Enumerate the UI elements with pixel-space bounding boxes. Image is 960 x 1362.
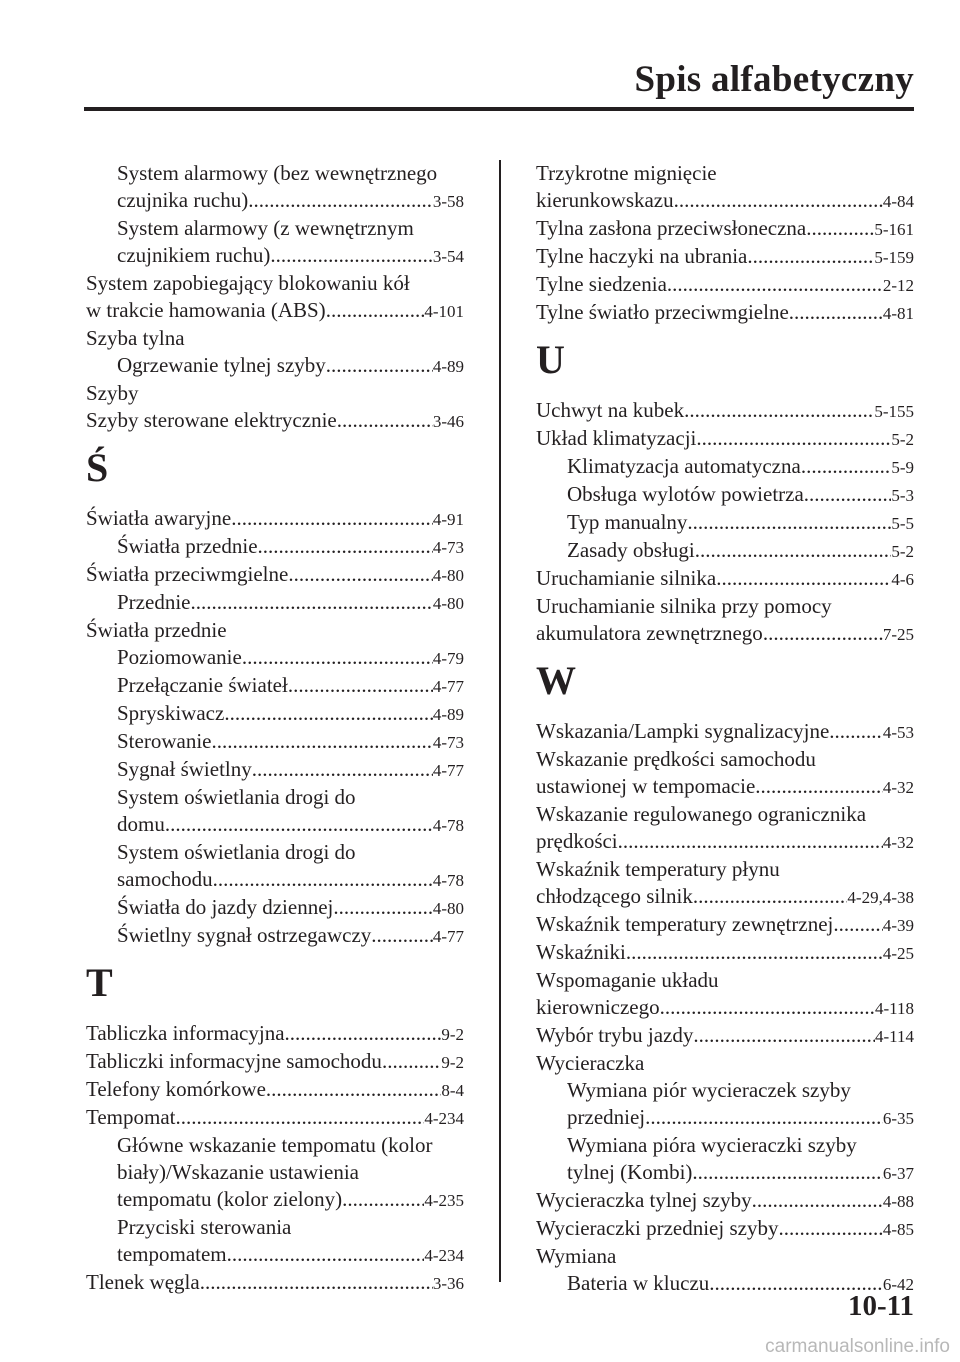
index-entry: [86, 784, 464, 839]
index-entry-term: Tylne siedzenia: [536, 272, 667, 296]
index-entry-row: [86, 561, 464, 589]
index-entry-line: Wskaźnik temperatury płynu: [536, 857, 780, 881]
index-page-ref: 4-91: [432, 510, 464, 529]
index-page-ref: 7-25: [882, 625, 914, 644]
index-entry-term: Tabliczki informacyjne samochodu: [86, 1049, 382, 1073]
index-entry: [86, 1076, 464, 1104]
index-entry-row: [536, 215, 914, 243]
index-entry-row: [117, 756, 464, 784]
dot-leader: [248, 187, 433, 214]
index-entry-row: [86, 1076, 464, 1104]
index-page-ref: 5-2: [891, 430, 914, 449]
index-entry-term: Światła do jazdy dziennej: [117, 895, 334, 919]
index-entry-term: Telefony komórkowe: [86, 1077, 266, 1101]
index-page-ref: 9-2: [441, 1053, 464, 1072]
dot-leader: [806, 215, 874, 242]
index-entry-row: [86, 1269, 464, 1297]
index-section-letter: Ś: [86, 445, 109, 490]
index-entry-term: Wskazania/Lampki sygnalizacyjne: [536, 719, 830, 743]
index-entry: [86, 1132, 464, 1214]
index-page-ref: 4-81: [882, 304, 914, 323]
dot-leader: [674, 187, 883, 214]
index-entry-row: [117, 187, 464, 215]
index-entry-row: [117, 894, 464, 922]
index-entry-row: [117, 533, 464, 561]
index-entry-term: Tylne światło przeciwmgielne: [536, 300, 789, 324]
index-entry: [536, 425, 914, 453]
dot-leader: [371, 922, 433, 949]
dot-leader: [200, 1269, 433, 1296]
index-entry: [536, 1215, 914, 1243]
index-entry-row: [536, 397, 914, 425]
index-entry: [86, 325, 464, 352]
index-page-ref: 5-3: [891, 486, 914, 505]
index-entry: [536, 718, 914, 746]
index-entry: [86, 352, 464, 380]
index-page-ref: 4-101: [424, 302, 464, 321]
index-entry-row: [86, 1104, 464, 1132]
index-page-ref: 2-12: [882, 276, 914, 295]
index-entry-term: Klimatyzacja automatyczna: [567, 454, 801, 478]
index-entry: [86, 270, 464, 325]
index-entry-row: [536, 828, 914, 856]
index-entry: [536, 1243, 914, 1270]
index-entry-term: Tlenek węgla: [86, 1270, 200, 1294]
index-entry-term: Wybór trybu jazdy: [536, 1023, 694, 1047]
index-page-ref: 4-32: [882, 778, 914, 797]
index-entry-row: [117, 728, 464, 756]
index-entry: [536, 911, 914, 939]
dot-leader: [747, 243, 874, 270]
dot-leader: [693, 883, 848, 910]
index-page-ref: 3-58: [432, 192, 464, 211]
index-entry-row: [567, 1104, 914, 1132]
index-page-ref: 5-5: [891, 514, 914, 533]
index-section-letter: W: [536, 658, 576, 703]
dot-leader: [626, 939, 883, 966]
index-page-ref: 4-84: [882, 192, 914, 211]
dot-leader: [801, 453, 892, 480]
dot-leader: [829, 718, 883, 745]
index-entry-row: [536, 299, 914, 327]
index-entry: [536, 1050, 914, 1077]
index-entry-line: System alarmowy (bez wewnętrznego: [117, 161, 438, 185]
index-entry: [536, 299, 914, 327]
index-entry-term: akumulatora zewnętrznego: [536, 621, 763, 645]
index-entry-row: [536, 187, 914, 215]
index-entry-term: Poziomowanie: [117, 645, 242, 669]
index-entry-row: [117, 700, 464, 728]
index-entry-term: Ogrzewanie tylnej szyby: [117, 353, 326, 377]
index-entry: [536, 160, 914, 215]
index-entry: [536, 453, 914, 481]
index-section-letter: U: [536, 337, 565, 382]
index-page-ref: 4-85: [882, 1220, 914, 1239]
dot-leader: [695, 537, 892, 564]
index-page-ref: 4-118: [874, 999, 914, 1018]
index-page-ref: 5-2: [891, 542, 914, 561]
dot-leader: [326, 352, 433, 379]
index-entry-row: [536, 1215, 914, 1243]
index-page-ref: 4-25: [882, 944, 914, 963]
index-entry-term: Uchwyt na kubek: [536, 398, 685, 422]
index-page-ref: 9-2: [441, 1025, 464, 1044]
dot-leader: [224, 700, 433, 727]
dot-leader: [687, 509, 891, 536]
index-page-ref: 4-234: [424, 1109, 464, 1128]
index-entry: [86, 1048, 464, 1076]
index-entry-row: [567, 1159, 914, 1187]
dot-leader: [288, 561, 432, 588]
index-entry-term: kierunkowskazu: [536, 188, 674, 212]
index-entry-row: [567, 481, 914, 509]
index-entry-term: Bateria w kluczu: [567, 1271, 710, 1295]
index-page-ref: 3-46: [432, 412, 464, 431]
index-entry-term: chłodzącego silnik: [536, 884, 693, 908]
index-page-ref: 4-89: [432, 705, 464, 724]
index-entry-line: System oświetlania drogi do: [117, 785, 356, 809]
index-page-ref: 4-114: [874, 1027, 914, 1046]
index-entry-term: Uruchamianie silnika: [536, 566, 717, 590]
dot-leader: [804, 481, 892, 508]
index-entry-term: prędkości: [536, 829, 618, 853]
index-entry-row: [536, 1022, 914, 1050]
index-entry: [536, 509, 914, 537]
index-entry: [86, 589, 464, 617]
index-entry-row: [117, 922, 464, 950]
index-entry-line: Wycieraczka: [536, 1051, 645, 1075]
index-entry-row: [567, 453, 914, 481]
dot-leader: [252, 756, 433, 783]
dot-leader: [696, 425, 891, 452]
index-entry-row: [536, 271, 914, 299]
index-entry: [86, 561, 464, 589]
index-entry-line: Wskazanie prędkości samochodu: [536, 747, 816, 771]
index-entry-term: tempomatu (kolor zielony): [117, 1187, 343, 1211]
index-entry-row: [86, 505, 464, 533]
index-page-ref: 4-29,4-38: [847, 888, 914, 907]
index-entry-term: Przednie: [117, 590, 191, 614]
index-entry-line: Wymiana pióra wycieraczki szyby: [567, 1133, 857, 1157]
index-page-ref: 4-79: [432, 649, 464, 668]
index-entry: [536, 939, 914, 967]
index-entry-term: Światła przeciwmgielne: [86, 562, 289, 586]
index-entry-row: [567, 509, 914, 537]
index-entry-term: przedniej: [567, 1105, 646, 1129]
index-entry-term: tempomatem: [117, 1242, 227, 1266]
dot-leader: [270, 242, 432, 269]
index-entry: [86, 728, 464, 756]
index-entry: [86, 1269, 464, 1297]
index-entry-line: System zapobiegający blokowaniu kół: [86, 271, 410, 295]
index-page-ref: 4-235: [424, 1191, 464, 1210]
index-entry-row: [117, 866, 464, 894]
dot-leader: [190, 589, 432, 616]
index-entry-line: Przyciski sterowania: [117, 1215, 292, 1239]
index-entry-term: Wskaźniki: [536, 940, 626, 964]
index-entry-term: Tylna zasłona przeciwsłoneczna: [536, 216, 807, 240]
header-rule: [84, 107, 914, 111]
dot-leader: [266, 1076, 441, 1103]
index-entry-line: Szyba tylna: [86, 326, 185, 350]
index-entry: [536, 397, 914, 425]
index-entry-row: [536, 911, 914, 939]
dot-leader: [258, 533, 433, 560]
index-entry-line: Główne wskazanie tempomatu (kolor: [117, 1133, 433, 1157]
index-page-ref: 4-78: [432, 871, 464, 890]
dot-leader: [618, 828, 883, 855]
index-entry: [86, 894, 464, 922]
index-entry-term: Tempomat: [86, 1105, 176, 1129]
index-entry: [86, 380, 464, 407]
index-page-ref: 4-39: [882, 916, 914, 935]
index-entry-term: Wycieraczka tylnej szyby: [536, 1188, 752, 1212]
dot-leader: [211, 728, 432, 755]
dot-leader: [833, 911, 882, 938]
index-column-left: [86, 160, 464, 1297]
index-entry: [86, 839, 464, 894]
index-page-ref: 3-36: [432, 1274, 464, 1293]
index-entry-term: ustawionej w tempomacie: [536, 774, 756, 798]
dot-leader: [213, 866, 433, 893]
index-page-ref: 4-89: [432, 357, 464, 376]
index-entry-row: [536, 773, 914, 801]
index-page-ref: 4-234: [424, 1246, 464, 1265]
index-entry-row: [86, 1048, 464, 1076]
index-entry-row: [86, 407, 464, 435]
index-entry-term: Sygnał świetlny: [117, 757, 252, 781]
dot-leader: [165, 811, 433, 838]
index-entry-term: Światła awaryjne: [86, 506, 232, 530]
index-entry-row: [536, 883, 914, 911]
index-entry-line: System oświetlania drogi do: [117, 840, 356, 864]
index-entry-term: Szyby sterowane elektrycznie: [86, 408, 337, 432]
dot-leader: [285, 1020, 442, 1047]
index-entry-row: [86, 1020, 464, 1048]
index-entry-term: Sterowanie: [117, 729, 212, 753]
index-entry: [536, 1077, 914, 1132]
index-entry-term: Przełączanie świateł: [117, 673, 288, 697]
index-entry-row: [117, 644, 464, 672]
index-page-ref: 5-161: [874, 220, 914, 239]
index-page-ref: 5-155: [874, 402, 914, 421]
index-entry-row: [536, 994, 914, 1022]
index-entry: [86, 215, 464, 270]
dot-leader: [667, 271, 883, 298]
index-entry-row: [536, 243, 914, 271]
dot-leader: [755, 773, 883, 800]
index-page-ref: 6-42: [882, 1275, 914, 1294]
index-entry: [86, 160, 464, 215]
index-entry-row: [567, 537, 914, 565]
index-entry-line: Światła przednie: [86, 618, 227, 642]
index-entry: [536, 1132, 914, 1187]
index-entry-term: Obsługa wylotów powietrza: [567, 482, 804, 506]
index-entry: [86, 505, 464, 533]
index-entry: [86, 1104, 464, 1132]
index-entry-term: Układ klimatyzacji: [536, 426, 697, 450]
index-entry: [536, 801, 914, 856]
page-number: 10-11: [847, 1290, 914, 1322]
index-entry-term: Typ manualny: [567, 510, 688, 534]
dot-leader: [763, 620, 883, 647]
index-entry-line: Szyby: [86, 381, 139, 405]
index-entry: [536, 593, 914, 648]
index-entry-term: czujnikiem ruchu): [117, 243, 271, 267]
index-entry-row: [117, 589, 464, 617]
index-entry: [86, 922, 464, 950]
index-entry: [536, 271, 914, 299]
index-entry-line: Wspomaganie układu: [536, 968, 719, 992]
index-page-ref: 6-35: [882, 1109, 914, 1128]
index-entry: [86, 1020, 464, 1048]
index-entry-term: w trakcie hamowania (ABS): [86, 298, 326, 322]
index-entry-row: [536, 718, 914, 746]
index-entry-row: [536, 939, 914, 967]
dot-leader: [752, 1187, 883, 1214]
index-page-ref: 4-77: [432, 677, 464, 696]
index-entry: [86, 644, 464, 672]
index-entry-term: Wycieraczki przedniej szyby: [536, 1216, 779, 1240]
index-entry: [86, 1214, 464, 1269]
index-entry: [536, 746, 914, 801]
dot-leader: [645, 1104, 883, 1131]
index-entry-line: Wskazanie regulowanego ogranicznika: [536, 802, 867, 826]
index-entry: [86, 756, 464, 784]
index-entry-term: Wskaźnik temperatury zewnętrznej: [536, 912, 834, 936]
index-entry-term: samochodu: [117, 867, 213, 891]
index-entry-term: Spryskiwacz: [117, 701, 225, 725]
index-entry: [536, 856, 914, 911]
index-page-ref: 4-80: [432, 594, 464, 613]
dot-leader: [288, 672, 433, 699]
index-entry-row: [536, 425, 914, 453]
index-entry-row: [117, 242, 464, 270]
index-entry-row: [117, 352, 464, 380]
dot-leader: [693, 1022, 875, 1049]
index-entry-term: domu: [117, 812, 165, 836]
index-entry-line: Trzykrotne mignięcie: [536, 161, 717, 185]
index-entry: [536, 243, 914, 271]
dot-leader: [326, 297, 425, 324]
index-entry: [86, 407, 464, 435]
index-entry-term: kierowniczego: [536, 995, 660, 1019]
index-page-ref: 4-77: [432, 927, 464, 946]
index-page-ref: 4-73: [432, 538, 464, 557]
index-entry-line: biały)/Wskazanie ustawienia: [117, 1160, 359, 1184]
index-entry-term: Tylne haczyki na ubrania: [536, 244, 748, 268]
index-entry: [536, 481, 914, 509]
watermark: carmanualsonline.info: [765, 1336, 950, 1357]
index-page-ref: 4-73: [432, 733, 464, 752]
dot-leader: [778, 1215, 882, 1242]
dot-leader: [231, 505, 433, 532]
dot-leader: [333, 894, 432, 921]
dot-leader: [242, 644, 433, 671]
index-entry-row: [117, 1186, 464, 1214]
index-entry-row: [117, 1241, 464, 1269]
index-entry-term: czujnika ruchu): [117, 188, 249, 212]
index-entry-row: [536, 620, 914, 648]
index-entry-line: System alarmowy (z wewnętrznym: [117, 216, 414, 240]
index-entry-term: Świetlny sygnał ostrzegawczy: [117, 923, 372, 947]
dot-leader: [692, 1159, 882, 1186]
index-page-ref: 4-6: [891, 570, 914, 589]
index-page-ref: 5-159: [874, 248, 914, 267]
index-entry: [536, 967, 914, 1022]
dot-leader: [176, 1104, 425, 1131]
index-entry-line: Wymiana piór wycieraczek szyby: [567, 1078, 851, 1102]
dot-leader: [342, 1186, 424, 1213]
index-page-ref: 4-78: [432, 816, 464, 835]
index-entry-row: [536, 565, 914, 593]
page-header-title: Spis alfabetyczny: [634, 59, 914, 100]
index-entry-row: [117, 672, 464, 700]
index-entry: [536, 1187, 914, 1215]
column-divider: [499, 160, 501, 1282]
index-entry-term: Tabliczka informacyjna: [86, 1021, 285, 1045]
index-column-right: [536, 160, 914, 1298]
index-entry-term: Światła przednie: [117, 534, 258, 558]
dot-leader: [227, 1241, 425, 1268]
index-page-ref: 6-37: [882, 1164, 914, 1183]
index-entry-row: [86, 297, 464, 325]
index-page-ref: 4-80: [432, 899, 464, 918]
dot-leader: [684, 397, 874, 424]
index-page-ref: 4-88: [882, 1192, 914, 1211]
index-page-ref: 4-32: [882, 833, 914, 852]
index-entry: [86, 617, 464, 644]
index-entry: [536, 1022, 914, 1050]
dot-leader: [789, 299, 883, 326]
index-entry: [86, 533, 464, 561]
index-entry-term: Zasady obsługi: [567, 538, 695, 562]
dot-leader: [660, 994, 875, 1021]
index-entry-line: Uruchamianie silnika przy pomocy: [536, 594, 832, 618]
index-entry-row: [117, 811, 464, 839]
index-page-ref: 4-77: [432, 761, 464, 780]
index-entry-row: [536, 1187, 914, 1215]
dot-leader: [716, 565, 891, 592]
index-page-ref: 4-53: [882, 723, 914, 742]
index-page-ref: 5-9: [891, 458, 914, 477]
index-entry: [86, 700, 464, 728]
index-entry: [536, 215, 914, 243]
index-entry: [536, 565, 914, 593]
index-entry: [86, 672, 464, 700]
index-entry-line: Wymiana: [536, 1244, 617, 1268]
index-page-ref: 4-80: [432, 566, 464, 585]
dot-leader: [337, 407, 433, 434]
index-page-ref: 3-54: [432, 247, 464, 266]
index-entry-term: tylnej (Kombi): [567, 1160, 693, 1184]
dot-leader: [382, 1048, 441, 1075]
index-entry: [536, 537, 914, 565]
index-page-ref: 8-4: [441, 1081, 464, 1100]
index-section-letter: T: [86, 960, 113, 1005]
